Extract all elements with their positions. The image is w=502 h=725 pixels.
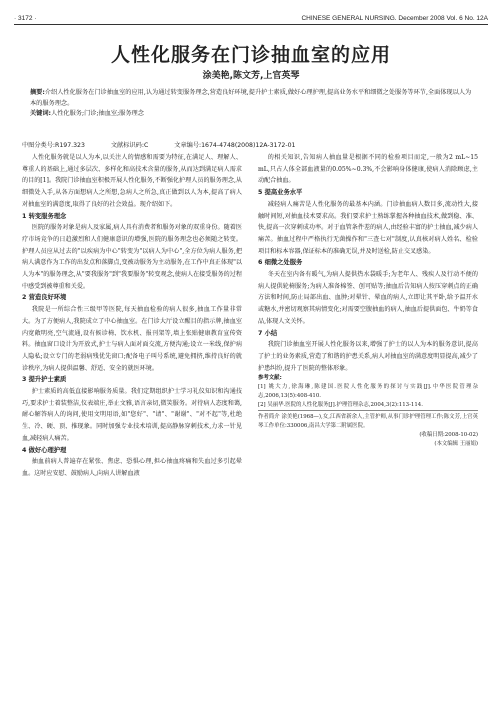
article-title: 人性化服务在门诊抽血室的应用: [110, 44, 391, 66]
author-bio: 作者简介 涂美艳(1968—),女,江西省新余人,主管护师,从事门诊护理管理工作;陈文芳,上官英琴工作单位:330006,南昌大学第二附属医院。: [258, 410, 478, 431]
section-6-text: 冬天在室内备有暖气,为病人提供热水袋暖手;为老年人、残疾人及行动不便的病人提供轮椅服务;为病人准备棉签、创可贴等;抽血后告知病人按压穿刺点的正确方法和时间,防止局部出血、血肿;对晕针、晕血的病人,立即让其平卧,给予温开水或糖水,并密切观察其病情变化;对需要空腹抽血的病人,抽血后提供面包、牛奶等食品,体现人文关怀。: [258, 271, 478, 325]
journal-info: CHINESE GENERAL NURSING. December 2008 Vol. 6 No. 12A: [301, 15, 488, 22]
section-1-title: 1 转变服务理念: [22, 212, 67, 220]
left-column: [22, 152, 242, 480]
page-header: [14, 8, 488, 25]
section-4-title: 4 做好心理护理: [22, 446, 67, 454]
editor-note: (本文编辑 王丽娟): [434, 441, 478, 448]
section-6-title: 6 细微之处服务: [258, 259, 303, 267]
reference-item: [1] 姚大力,徐海琳,陈建国.医院人性化服务的探讨与实践[J].中华医院管理杂志,2006,13(5):408-410.: [258, 384, 478, 400]
section-3-title: 3 提升护士素质: [22, 376, 67, 384]
section-7-text: 我院门诊抽血室开展人性化服务以来,增强了护士的以人为本的服务意识,提高了护士的业务素质,营造了和谐的护患关系,病人对抽血室的满意度明显提高,减少了护患纠纷,提升了医院的整体形象。: [258, 341, 478, 372]
intro-paragraph: 人性化服务就是以人为本,以关注人的情感和需要为特征,在满足人、理解人、尊重人的基础上,通过多层次、多样化和高技术含量的服务,从而达到满足病人需求的目的[1]。我院门诊抽血室积极开展人性化服务,不断强化护理人员的服务理念,从细微处入手,从各方面想病人之所想,急病人之所急,真正做到以人为本,提高了病人对抽血室的满意度,取得了良好的社会效益。现介绍如下。: [22, 154, 242, 208]
received-date: (收稿日期:2008-10-02): [419, 432, 478, 439]
article-meta: [22, 140, 480, 149]
clc-number: 中图分类号:R197.323: [22, 142, 85, 149]
keywords-label: 关键词:: [30, 110, 52, 117]
abstract: [30, 88, 472, 120]
section-2-text: 我院是一所综合性三级甲等医院,每天抽血检验的病人很多,抽血工作量非常大。为了方便病人,我院成立了中心抽血室。在门诊大厅设立醒目的指示牌,抽血室内宽敞明亮,空气流通,设有候诊椅、饮水机、报刊架等,墙上张贴健康教育宣传资料。抽血窗口设计为开放式,护士与病人面对面交流,方便沟通;设立一米线,保护病人隐私;设立专门的老弱病残优先窗口;配备电子叫号系统,避免拥挤,维持良好的就诊秩序,为病人提供温馨、舒适、安全的就医环境。: [22, 306, 242, 372]
doc-code: 文献标识码:C: [110, 142, 149, 149]
references: [258, 374, 478, 449]
reference-item: [2] 吴丽华.医院的人性化服务[J].护理管理杂志,2004,3(2):113-114.: [258, 402, 423, 409]
section-4-text: 抽血前病人普遍存在紧张、焦虑、恐惧心理,担心抽血疼痛和失血过多引起晕血。这时应安慰、鼓励病人,向病人讲解血液: [22, 458, 242, 477]
page-number: · 3172 ·: [14, 15, 37, 22]
references-title: 参考文献:: [258, 375, 282, 382]
section-5-text: 减轻病人痛苦是人性化服务的最基本内涵。门诊抽血病人数目多,流动性大,接触时间短,对抽血技术要求高。我们要求护士熟练掌握各种抽血技术,做到稳、准、快,提高一次穿刺成功率。对于血管条件差的病人,由经验丰富的护士抽血,减少病人痛苦。抽血过程中严格执行无菌操作和"三查七对"制度,认真核对病人姓名、检验项目和标本容器,保证标本的准确无误,并及时送检,防止交叉感染。: [258, 200, 478, 255]
section-5-title: 5 提高业务水平: [258, 189, 303, 197]
article-number: 文章编号:1674-4748(2008)12A-3172-01: [174, 142, 296, 149]
abstract-label: 摘要:: [30, 89, 45, 96]
section-7-title: 7 小结: [258, 329, 278, 337]
section-2-title: 2 营造良好环境: [22, 294, 67, 302]
section-1-text: 医院的服务对象是病人及家属,病人具有消费者和服务对象的双重身份。随着医疗市场竞争的日趋激烈和人们健康意识的增强,医院的服务理念也必须随之转变。护理人员应从过去的"以疾病为中心"转变为"以病人为中心",全方位为病人服务,把病人满意作为工作的出发点和落脚点,变被动服务为主动服务,在工作中真正体现"以人为本"的服务理念,从"要我服务"到"我要服务"转变观念,使病人在接受服务的过程中感受到被尊重和关爱。: [22, 224, 242, 290]
section-4-continued: 的相关知识,告知病人抽血量是根据不同的检验项目而定,一般为2 mL~15 mL,只占人体全部血液量的0.05%~0.3%,不会影响身体健康,使病人消除顾虑,主动配合抽血。: [258, 154, 478, 185]
keywords-text: 人性化服务;门诊;抽血室;服务理念: [51, 110, 144, 117]
right-column: [258, 152, 478, 449]
abstract-text: 介绍人性化服务在门诊抽血室的应用,认为通过转变服务理念,营造良好环境,提升护士素质,做好心理护理,提高业务水平和细微之处服务等环节,全面体现以人为本的服务理念。: [30, 89, 472, 107]
section-3-text: 护士素质的高低直接影响服务质量。我们定期组织护士学习礼仪知识和沟通技巧,要求护士着装整洁,仪表端庄,举止文雅,语言亲切,微笑服务。对待病人态度和蔼,耐心解答病人的询问,使用文明用语,如"您好"、"请"、"谢谢"、"对不起"等,杜绝生、冷、硬、顶、推现象。同时加强专业技术培训,提高静脉穿刺技术,力求一针见血,减轻病人痛苦。: [22, 388, 242, 442]
article-authors: 涂美艳,陈文芳,上官英琴: [202, 71, 300, 81]
